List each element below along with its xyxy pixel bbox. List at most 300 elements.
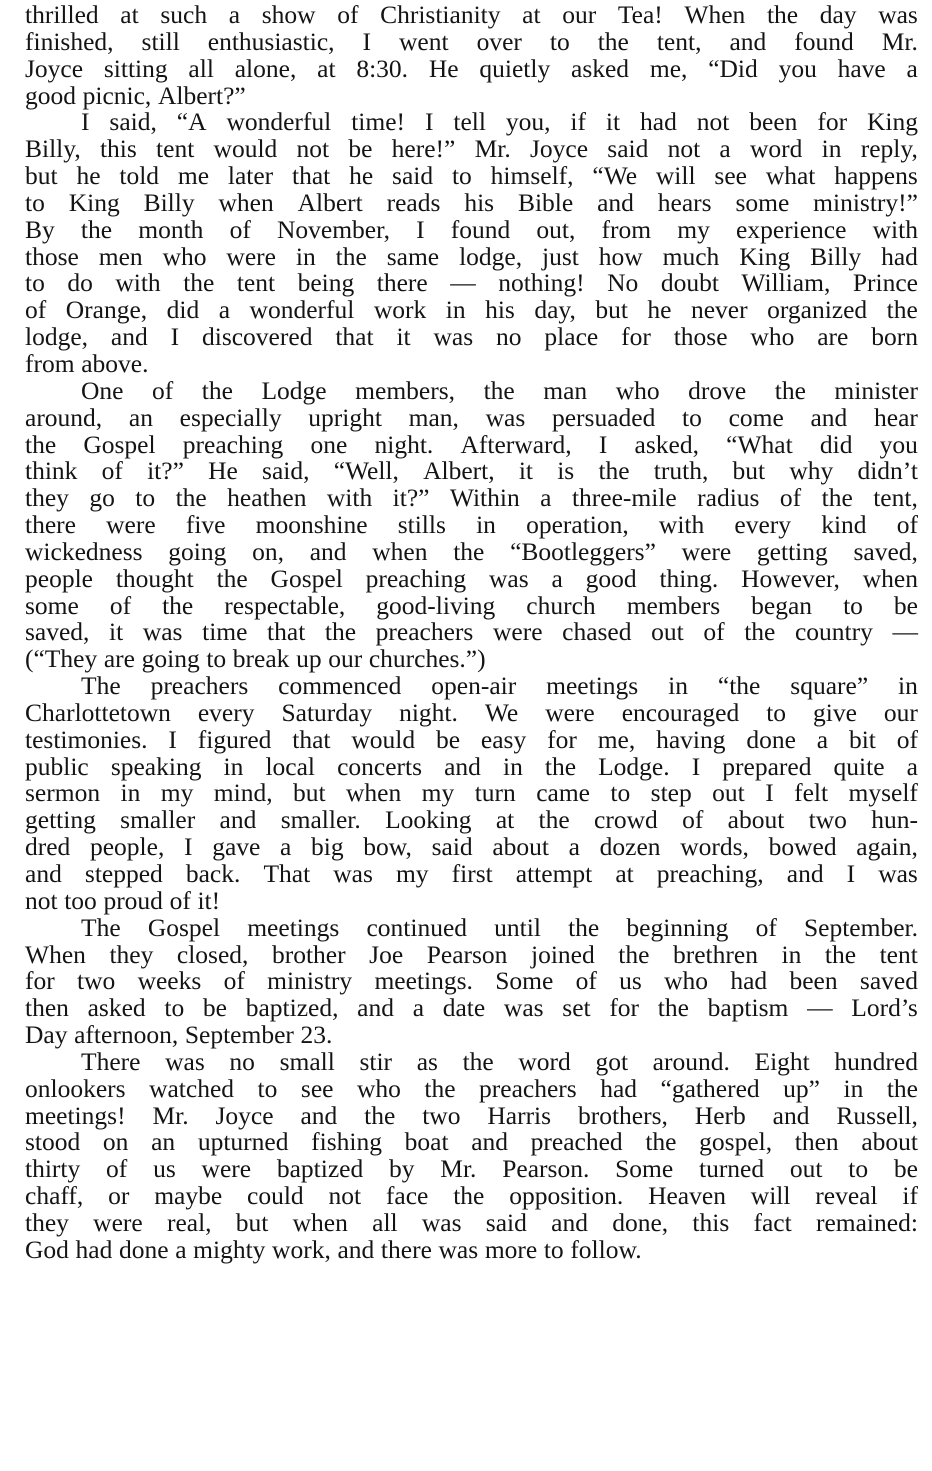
- word: mighty: [193, 1234, 266, 1264]
- word: me: [177, 161, 210, 191]
- word: getting: [25, 805, 96, 835]
- word: country: [794, 617, 873, 647]
- word: man: [543, 375, 588, 405]
- word: that: [267, 617, 306, 647]
- word: bow,: [363, 832, 412, 862]
- word: on: [102, 1127, 129, 1157]
- word: preachers: [479, 1073, 577, 1103]
- word: were: [93, 1207, 143, 1237]
- paragraph-1: [25, 2, 918, 109]
- word: much: [662, 241, 720, 271]
- word: not: [25, 885, 58, 915]
- word: encouraged: [621, 697, 740, 727]
- word: good: [585, 563, 637, 593]
- word: not: [296, 134, 330, 164]
- word: Afterward,: [460, 429, 572, 459]
- word: and: [786, 859, 824, 888]
- word: to: [135, 483, 156, 513]
- word: minister: [834, 375, 918, 405]
- text-line: [25, 1156, 918, 1183]
- word: square”: [790, 671, 869, 701]
- word: I: [598, 429, 608, 459]
- word: not: [667, 134, 701, 164]
- word: Gospel: [147, 912, 221, 942]
- word: Heaven: [648, 1181, 726, 1211]
- word: there: [376, 268, 428, 298]
- word: me,: [597, 724, 636, 754]
- word: the: [324, 617, 357, 647]
- word: sermon: [25, 778, 101, 808]
- text-line: [25, 2, 918, 29]
- word: about: [492, 832, 549, 862]
- word: had: [730, 966, 768, 996]
- word: afternoon,: [74, 1020, 179, 1050]
- word: Lord’s: [851, 993, 918, 1023]
- word: of: [896, 724, 918, 754]
- word: ministry: [267, 966, 353, 996]
- word: to: [25, 268, 45, 298]
- text-line: [25, 402, 918, 432]
- word: brothers,: [577, 1100, 668, 1130]
- word: be: [348, 134, 373, 164]
- word: a: [175, 1234, 187, 1264]
- word: heathen: [227, 483, 307, 513]
- word: were: [106, 510, 156, 540]
- word: speaking: [110, 751, 202, 781]
- word: show: [261, 0, 316, 29]
- word: and: [337, 1234, 375, 1264]
- word: Charlottetown: [25, 697, 171, 727]
- word: —: [450, 268, 476, 298]
- word: who: [750, 322, 795, 352]
- word: finished,: [25, 26, 114, 56]
- word: two: [77, 966, 116, 996]
- word: those: [673, 322, 728, 352]
- word: —: [807, 993, 833, 1023]
- word: of: [152, 375, 174, 405]
- word: good: [25, 80, 76, 110]
- word: was: [488, 563, 529, 593]
- word: thought: [115, 563, 194, 593]
- word: One: [81, 375, 124, 405]
- word: around.: [652, 1046, 730, 1076]
- word: face: [385, 1181, 429, 1211]
- word: about: [861, 1127, 918, 1157]
- word: alone,: [234, 53, 297, 83]
- text-line: [25, 1183, 918, 1210]
- word: Tea!: [617, 0, 663, 29]
- word: out: [651, 617, 684, 647]
- text-line: [25, 724, 918, 754]
- word: have: [837, 53, 886, 83]
- word: who: [162, 241, 207, 271]
- text-line: [25, 590, 918, 620]
- word: from: [601, 214, 652, 244]
- word: of: [896, 510, 918, 540]
- word: November,: [276, 214, 390, 244]
- word: at: [120, 0, 139, 29]
- word: tent,: [873, 483, 918, 513]
- word: preachers: [375, 617, 474, 647]
- word: I: [170, 322, 180, 352]
- word: radius: [697, 483, 760, 513]
- text-line: [25, 26, 918, 56]
- word: and: [772, 1100, 810, 1130]
- word: when: [862, 563, 918, 593]
- word: attempt: [515, 859, 593, 888]
- word: to: [682, 402, 702, 432]
- word: to: [848, 1154, 869, 1184]
- word: was: [438, 1234, 479, 1264]
- word: I: [184, 832, 193, 862]
- word: why: [789, 456, 834, 486]
- word: and: [729, 26, 767, 56]
- word: Saturday: [281, 697, 373, 727]
- word: night.: [399, 697, 458, 727]
- word: the: [462, 1046, 494, 1076]
- word: asked,: [634, 429, 699, 459]
- word: people: [25, 563, 93, 593]
- word: over: [476, 26, 522, 56]
- word: That: [263, 859, 311, 888]
- word: preaching: [365, 563, 467, 593]
- word: are: [817, 322, 849, 352]
- word: if: [902, 1181, 918, 1211]
- word: picnic,: [82, 80, 152, 110]
- text-line: [25, 1073, 918, 1103]
- word: gave: [212, 832, 261, 862]
- word: a: [218, 295, 231, 325]
- word: will: [750, 1181, 791, 1211]
- word: Christianity: [380, 0, 501, 29]
- text-line: [25, 563, 918, 593]
- word: to: [549, 26, 570, 56]
- word: be: [893, 590, 918, 620]
- word: told: [119, 161, 160, 191]
- word: see: [300, 1073, 334, 1103]
- word: the: [424, 1073, 456, 1103]
- text-line: [25, 458, 918, 485]
- word: hear: [874, 402, 918, 432]
- word: enthusiastic,: [207, 26, 335, 56]
- word: hears: [657, 187, 712, 217]
- word: will: [655, 161, 696, 191]
- word: from: [25, 348, 75, 378]
- word: who: [356, 1073, 401, 1103]
- word: is: [557, 456, 575, 486]
- word: of: [101, 456, 123, 486]
- word: Within: [449, 483, 520, 513]
- word: when: [346, 778, 402, 808]
- word: the: [364, 1100, 396, 1130]
- word: there: [380, 1234, 432, 1264]
- word: day: [819, 0, 857, 29]
- word: a: [906, 751, 918, 781]
- text-line: [25, 348, 918, 378]
- word: with: [326, 483, 373, 513]
- word: the: [645, 1127, 677, 1157]
- text-line: [25, 1234, 918, 1264]
- word: give: [813, 697, 857, 727]
- word: I: [691, 751, 701, 781]
- word: Some: [495, 966, 554, 996]
- word: to: [766, 697, 787, 727]
- word: but: [595, 295, 628, 325]
- word: it: [605, 107, 621, 137]
- word: especially: [179, 402, 282, 432]
- word: think: [25, 456, 78, 486]
- word: here!”: [391, 134, 456, 164]
- word: big: [311, 832, 344, 862]
- word: Lodge.: [598, 751, 670, 781]
- word: this: [692, 1207, 730, 1237]
- word: on,: [252, 536, 284, 566]
- word: churches.”): [368, 644, 486, 674]
- word: bowed: [768, 832, 837, 862]
- word: my: [160, 778, 194, 808]
- text-line: [25, 619, 918, 646]
- text-line: [25, 270, 918, 297]
- word: men: [98, 241, 143, 271]
- word: I: [765, 778, 774, 808]
- word: I: [846, 859, 856, 888]
- word: quietly: [479, 53, 551, 83]
- word: with: [658, 510, 705, 540]
- word: work: [373, 295, 427, 325]
- word: Joyce: [25, 53, 84, 83]
- word: first: [451, 859, 493, 888]
- word: but: [235, 1207, 269, 1237]
- word: one: [310, 429, 348, 459]
- word: and: [309, 536, 347, 566]
- word: truth,: [653, 456, 709, 486]
- word: three-mile: [571, 483, 677, 513]
- word: again,: [856, 832, 918, 862]
- word: stepped: [84, 859, 163, 888]
- word: The: [81, 912, 121, 942]
- word: maybe: [154, 1181, 223, 1211]
- word: small: [279, 1046, 335, 1076]
- word: when: [372, 536, 428, 566]
- word: were: [226, 241, 276, 271]
- word: and: [300, 1100, 338, 1130]
- word: did: [819, 429, 853, 459]
- word: be: [893, 1154, 918, 1184]
- word: back.: [185, 859, 241, 888]
- word: I: [424, 107, 434, 137]
- word: to: [610, 778, 631, 808]
- word: no: [496, 322, 522, 352]
- word: saved: [859, 966, 918, 996]
- word: Eight: [754, 1046, 810, 1076]
- word: “We: [592, 161, 638, 191]
- word: weeks: [137, 966, 202, 996]
- word: Mr.: [440, 1154, 477, 1184]
- word: dred: [25, 832, 71, 862]
- word: stills: [397, 510, 446, 540]
- word: our: [562, 0, 597, 29]
- word: at: [495, 805, 515, 835]
- word: members: [626, 590, 721, 620]
- word: got: [595, 1046, 629, 1076]
- word: a: [540, 483, 552, 513]
- word: the: [175, 483, 207, 513]
- word: was: [878, 0, 918, 29]
- word: He: [208, 456, 238, 486]
- text-line: [25, 297, 918, 324]
- word: see: [714, 161, 747, 191]
- paragraph-3: [25, 375, 918, 674]
- word: to: [257, 1073, 278, 1103]
- word: going: [168, 536, 227, 566]
- word: found: [794, 26, 854, 56]
- word: prepared: [722, 751, 812, 781]
- word: born: [871, 322, 918, 352]
- word: words,: [680, 832, 749, 862]
- word: if: [570, 107, 586, 137]
- word: King: [68, 187, 120, 217]
- word: I: [168, 724, 177, 754]
- word: William,: [741, 268, 831, 298]
- word: persuaded: [551, 402, 656, 432]
- word: the: [25, 429, 57, 459]
- word: the: [216, 563, 248, 593]
- word: Billy: [143, 187, 195, 217]
- word: Joe: [369, 939, 404, 969]
- word: or: [108, 1181, 130, 1211]
- word: “What: [726, 429, 793, 459]
- word: onlookers: [25, 1073, 126, 1103]
- word: some: [25, 590, 79, 620]
- word: would: [213, 134, 278, 164]
- word: was: [878, 859, 918, 888]
- word: too: [64, 885, 97, 915]
- word: all: [372, 1207, 398, 1237]
- word: Prince: [852, 268, 918, 298]
- word: the: [774, 375, 806, 405]
- text-line: [25, 429, 918, 459]
- word: for: [621, 322, 651, 352]
- paragraph-5: [25, 912, 918, 1050]
- word: above.: [81, 348, 149, 378]
- word: was: [421, 1207, 462, 1237]
- word: local: [265, 751, 315, 781]
- word: time!: [351, 107, 406, 137]
- word: the: [821, 483, 853, 513]
- word: turned: [698, 1154, 765, 1184]
- word: didn’t: [857, 456, 918, 486]
- word: a: [412, 993, 425, 1023]
- word: tent: [879, 939, 918, 969]
- word: the: [744, 617, 776, 647]
- word: at: [615, 859, 634, 888]
- word: I: [416, 214, 425, 244]
- word: good-living: [376, 590, 496, 620]
- word: baptized,: [245, 993, 339, 1023]
- text-line: [25, 751, 918, 781]
- word: of: [25, 295, 47, 325]
- word: not: [696, 107, 730, 137]
- word: when: [218, 187, 274, 217]
- word: the: [80, 214, 113, 244]
- word: open-air: [431, 671, 517, 701]
- text-line: [25, 780, 918, 807]
- word: two: [422, 1100, 461, 1130]
- word: “A: [176, 107, 207, 137]
- word: his: [464, 187, 495, 217]
- word: man,: [408, 402, 459, 432]
- word: in: [295, 241, 316, 271]
- word: in: [445, 295, 466, 325]
- word: and: [810, 402, 848, 432]
- text-line: [25, 241, 918, 271]
- word: that: [292, 161, 331, 191]
- paragraph-6: [25, 1046, 918, 1264]
- word: done,: [612, 1207, 669, 1237]
- text-line: [25, 1022, 918, 1049]
- word: do: [67, 268, 93, 298]
- word: at: [522, 0, 541, 29]
- word: easy: [480, 724, 527, 754]
- word: Lodge: [261, 375, 327, 405]
- word: Bible: [517, 187, 574, 217]
- word: Joyce: [215, 1100, 274, 1130]
- word: out: [789, 1154, 823, 1184]
- word: are: [103, 644, 135, 674]
- word: the: [886, 1073, 918, 1103]
- word: myself: [848, 778, 918, 808]
- word: and: [444, 751, 481, 781]
- word: for: [609, 993, 640, 1023]
- text-line: [25, 324, 918, 351]
- word: a: [228, 0, 241, 29]
- word: but: [25, 161, 58, 191]
- word: “Did: [708, 53, 758, 83]
- word: was: [142, 617, 183, 647]
- word: baptism: [707, 993, 789, 1023]
- word: time: [202, 617, 248, 647]
- text-line: [25, 109, 918, 136]
- word: gospel,: [699, 1127, 773, 1157]
- word: until: [494, 912, 541, 942]
- word: in: [843, 1073, 864, 1103]
- word: Albert: [297, 187, 363, 217]
- text-line: [25, 1046, 918, 1076]
- word: meetings: [546, 671, 639, 701]
- text-line: [25, 697, 918, 727]
- word: of: [109, 590, 132, 620]
- word: in: [476, 510, 496, 540]
- word: brethren: [672, 939, 758, 969]
- word: hun-: [871, 805, 918, 835]
- word: a: [280, 832, 292, 862]
- word: to: [543, 1234, 564, 1264]
- word: wonderful: [226, 107, 332, 137]
- word: the: [597, 26, 629, 56]
- word: with: [872, 214, 918, 244]
- word: it: [396, 322, 411, 352]
- word: were: [545, 697, 595, 727]
- word: Mr.: [881, 26, 918, 56]
- word: and: [597, 187, 634, 217]
- word: turn: [474, 778, 516, 808]
- word: September: [184, 1020, 294, 1050]
- word: go: [89, 483, 115, 513]
- word: for: [547, 724, 577, 754]
- word: never: [690, 295, 748, 325]
- word: I: [362, 26, 372, 56]
- paragraph-4: [25, 673, 918, 915]
